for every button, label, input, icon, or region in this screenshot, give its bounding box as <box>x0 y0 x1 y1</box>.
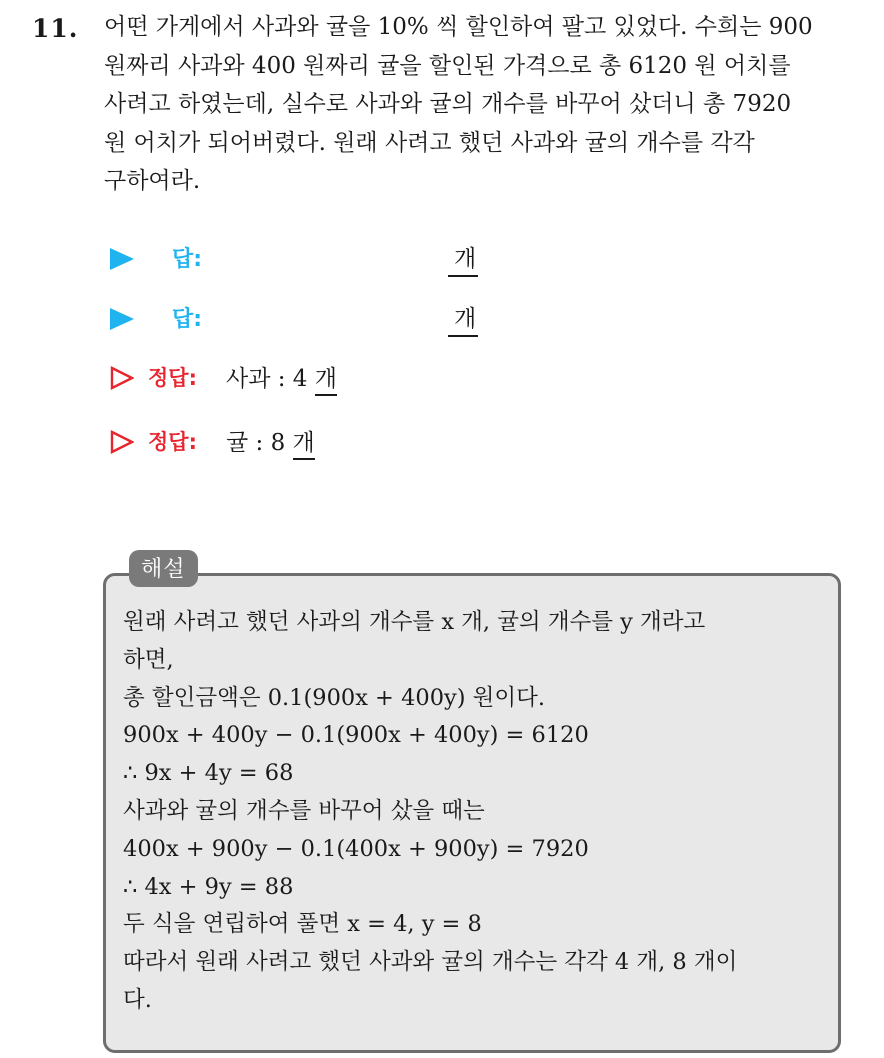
explanation-line: 400x + 900y − 0.1(400x + 900y) = 7920 <box>123 835 589 862</box>
answer-unit: 개 <box>454 246 477 272</box>
outline-play-icon <box>110 430 134 454</box>
question-line: 사려고 하였는데, 실수로 사과와 귤의 개수를 바꾸어 샀더니 총 7920 <box>104 91 792 117</box>
answer-row <box>108 292 708 352</box>
problem <box>32 8 862 201</box>
explanation-line: 원래 사려고 했던 사과의 개수를 x 개, 귤의 개수를 y 개라고 <box>123 609 706 635</box>
question-line: 원짜리 사과와 400 원짜리 귤을 할인된 가격으로 총 6120 원 어치를 <box>104 52 791 79</box>
explanation-line: 사과와 귤의 개수를 바꾸어 샀을 때는 <box>123 797 485 824</box>
correct-label: 정답: <box>148 366 197 390</box>
question-number: 11. <box>32 14 79 43</box>
question-line: 어떤 가게에서 사과와 귤을 10% 씩 할인하여 팔고 있었다. 수희는 900 <box>104 14 813 40</box>
explanation-tag: 해설 <box>129 550 198 587</box>
answer-label: 답: <box>172 307 203 332</box>
outline-play-icon <box>110 366 134 390</box>
explanation-line: 총 할인금액은 0.1(900x + 400y) 원이다. <box>123 684 546 711</box>
answer-unit: 개 <box>454 306 477 332</box>
correct-answer-row <box>108 352 708 416</box>
question-line: 원 어치가 되어버렸다. 원래 사려고 했던 사과와 귤의 개수를 각각 <box>104 129 755 156</box>
correct-value <box>226 424 315 457</box>
answer-row <box>108 232 708 292</box>
correct-prefix: 사과 : 4 <box>226 366 315 392</box>
play-icon <box>110 248 134 270</box>
answer-section <box>108 232 708 480</box>
correct-value <box>226 360 337 393</box>
answer-blank[interactable] <box>448 300 478 337</box>
explanation-line: 900x + 400y − 0.1(900x + 400y) = 6120 <box>123 722 589 749</box>
explanation-line: 다. <box>123 986 152 1013</box>
correct-unit: 개 <box>315 366 337 396</box>
correct-prefix: 귤 : 8 <box>226 430 293 456</box>
explanation-line: 따라서 원래 사려고 했던 사과와 귤의 개수는 각각 4 개, 8 개이 <box>123 949 738 976</box>
correct-answer-row <box>108 416 708 480</box>
explanation-line: ∴ 9x + 4y = 68 <box>123 760 294 787</box>
explanation-line: ∴ 4x + 9y = 88 <box>123 873 294 900</box>
question-text <box>104 8 862 201</box>
play-icon <box>110 308 134 330</box>
explanation-text <box>123 604 833 1020</box>
answer-label: 답: <box>172 247 203 272</box>
explanation-line: 두 식을 연립하여 풀면 x = 4, y = 8 <box>123 911 482 938</box>
correct-unit: 개 <box>293 430 315 460</box>
explanation-line: 하면, <box>123 646 174 673</box>
correct-label: 정답: <box>148 430 197 454</box>
answer-blank[interactable] <box>448 240 478 277</box>
question-line: 구하여라. <box>104 168 201 194</box>
